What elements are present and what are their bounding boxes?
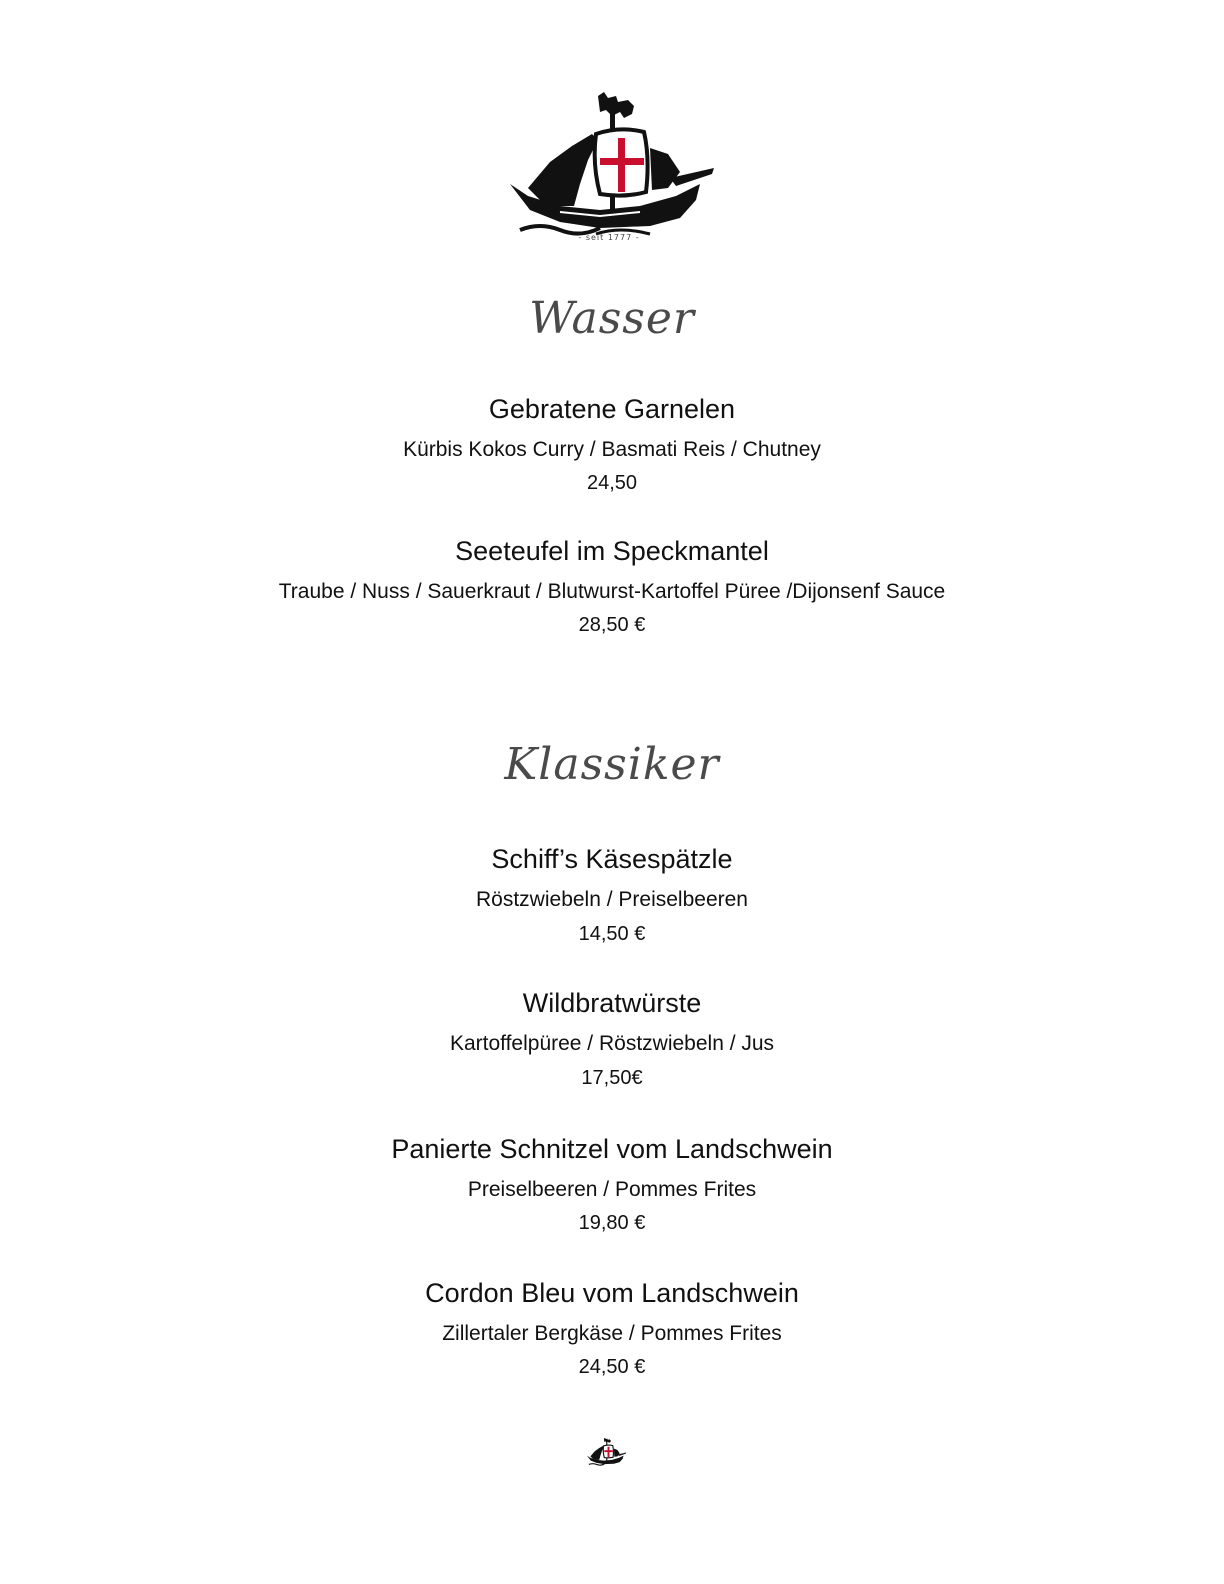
dish-price: 14,50 €: [578, 923, 646, 945]
dish-name: Cordon Bleu vom Landschwein: [425, 1278, 799, 1308]
ship-logo-icon: [500, 88, 718, 253]
dish-name: Panierte Schnitzel vom Landschwein: [391, 1134, 833, 1164]
dish-price: 17,50€: [581, 1067, 643, 1089]
dish-name: Gebratene Garnelen: [488, 394, 736, 424]
section-title-wasser: Wasser: [529, 293, 695, 344]
dish-description: Röstzwiebeln / Preiselbeeren: [476, 888, 748, 911]
section-title-klassiker: Klassiker: [504, 739, 720, 790]
dish-description: Kartoffelpüree / Röstzwiebeln / Jus: [449, 1032, 775, 1055]
dish-description: Preiselbeeren / Pommes Frites: [467, 1178, 757, 1201]
dish-description: Traube / Nuss / Sauerkraut / Blutwurst-Kartoffel Püree /Dijonsenf Sauce: [278, 580, 946, 603]
dish-name: Schiff’s Käsespätzle: [491, 844, 733, 874]
dish-price: 24,50: [586, 472, 638, 494]
dish-description: Zillertaler Bergkäse / Pommes Frites: [442, 1322, 782, 1345]
dish-name: Wildbratwürste: [522, 988, 702, 1018]
ship-logo-small-icon: [585, 1436, 627, 1470]
dish-description: Kürbis Kokos Curry / Basmati Reis / Chutney: [403, 438, 821, 461]
dish-price: 19,80 €: [578, 1212, 646, 1234]
dish-price: 24,50 €: [578, 1356, 646, 1378]
dish-price: 28,50 €: [578, 614, 646, 636]
logo-tagline: - seit 1777 -: [578, 233, 640, 242]
dish-name: Seeteufel im Speckmantel: [455, 536, 769, 566]
